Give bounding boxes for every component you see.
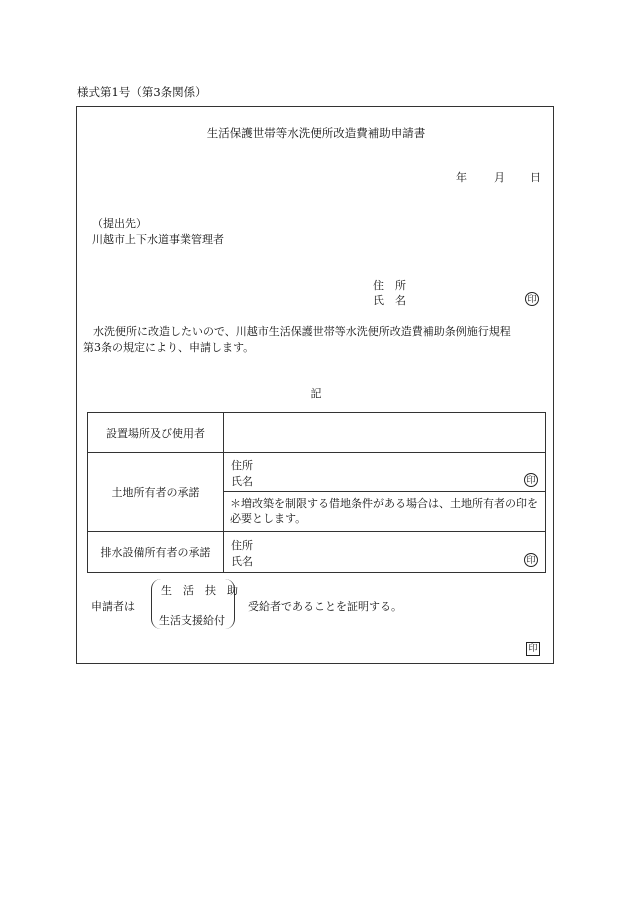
drainage-owner-consent-label: 排水設備所有者の承諾 [88,531,224,572]
form-title: 生活保護世帯等水洗便所改造費補助申請書 [206,126,426,140]
table-row-landowner [88,453,546,492]
table-row-drainage [88,531,546,572]
detail-table [87,412,546,573]
certification-suffix: 受給者であることを証明する。 [248,600,402,613]
form-number: 様式第1号（第3条関係） [77,85,207,99]
option-living-support-benefit: 生活支援給付 [159,614,225,627]
applicant-seal-icon: 印 [525,292,539,306]
installation-label: 設置場所及び使用者 [88,413,224,453]
landowner-note: ＊増改築を制限する借地条件がある場合は、土地所有者の印を必要とします。 [230,497,538,526]
landowner-note-cell [224,492,546,531]
recipient-label: （提出先） [92,217,147,230]
date-day-label: 日 [530,171,541,184]
landowner-field[interactable] [224,453,546,492]
certifier-seal-icon: 印 [526,642,540,656]
drainage-name-label: 氏名 [231,554,253,568]
body-text-line2: 第3条の規定により、申請します。 [83,341,255,354]
applicant-name-label: 氏 名 [373,294,406,307]
landowner-consent-label: 土地所有者の承諾 [88,453,224,531]
drainage-owner-field[interactable] [224,531,546,572]
date-year-label: 年 [456,171,467,184]
landowner-seal-icon: 印 [524,473,538,487]
body-text-line1: 水洗便所に改造したいので、川越市生活保護世帯等水洗便所改造費補助条例施行規程 [93,325,511,338]
date-month-label: 月 [494,171,505,184]
table-row-installation [88,413,546,453]
applicant-address-label: 住 所 [373,279,406,292]
recipient-name: 川越市上下水道事業管理者 [92,233,224,246]
drainage-seal-icon: 印 [524,553,538,567]
option-livelihood-assistance: 生 活 扶 助 [161,584,238,597]
application-form-frame [76,106,554,664]
certification-prefix: 申請者は [91,600,135,613]
drainage-address-label: 住所 [231,538,253,552]
landowner-name-label: 氏名 [231,475,253,489]
installation-field[interactable] [224,413,546,453]
landowner-address-label: 住所 [231,459,253,473]
ki-heading: 記 [310,387,322,400]
